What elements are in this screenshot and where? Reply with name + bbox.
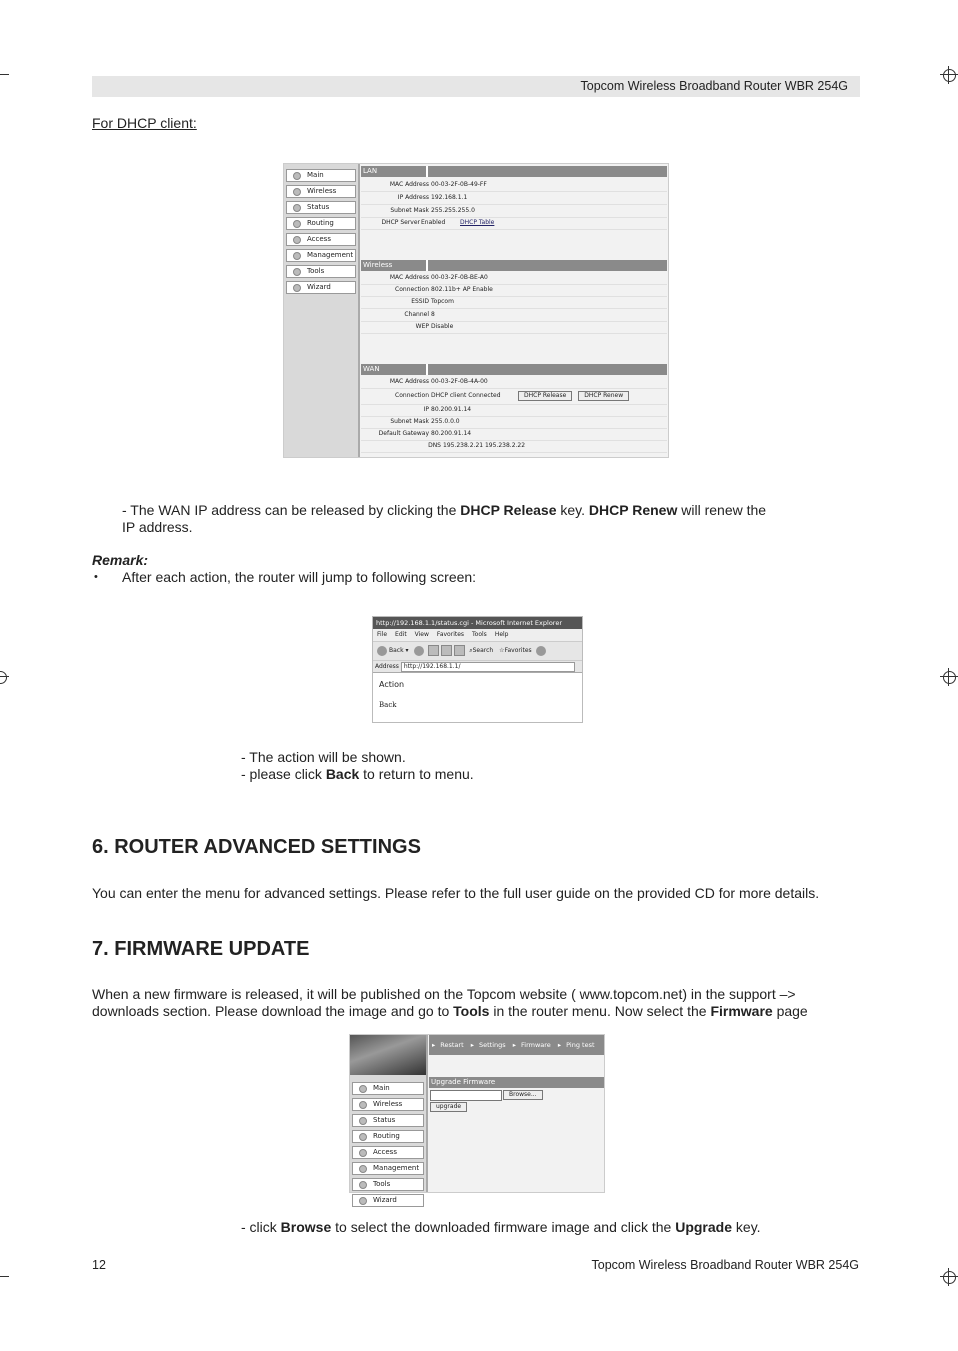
menu-tools[interactable]: Tools [472, 631, 487, 638]
wireless-row: MAC Address 00-03-2F-0B-BE-A0 [361, 272, 667, 285]
back-arrow-icon[interactable] [377, 646, 387, 656]
bullet-icon [293, 220, 301, 228]
router-status-screenshot [283, 163, 669, 458]
nav-firmware[interactable]: Firmware [521, 1041, 551, 1049]
menu-item-wizard[interactable]: Wizard [286, 281, 356, 294]
bullet-icon [293, 172, 301, 180]
nav-settings[interactable]: Settings [478, 1041, 506, 1049]
header-title: Topcom Wireless Broadband Router WBR 254G [580, 79, 848, 93]
menu-favorites[interactable]: Favorites [436, 631, 465, 638]
menu-item-wizard[interactable]: Wizard [352, 1194, 424, 1207]
remark-text: After each action, the router will jump to following screen: [122, 569, 477, 585]
action-shown-text: - The action will be shown. [241, 749, 406, 765]
bullet-icon [293, 204, 301, 212]
back-button[interactable]: Back [389, 647, 404, 654]
router-sidebar-menu [284, 164, 360, 457]
section-6-title: 6. ROUTER ADVANCED SETTINGS [92, 836, 421, 858]
search-icon[interactable]: ⌕ [469, 647, 473, 654]
home-icon[interactable] [454, 645, 465, 656]
address-input[interactable]: http://192.168.1.1/ [401, 662, 575, 672]
lan-row: IP Address 192.168.1.1 [361, 192, 667, 205]
favorites-button[interactable]: Favorites [504, 647, 532, 654]
section-6-text: You can enter the menu for advanced settings. Please refer to the full user guide on the provided CD for more details. [92, 885, 820, 901]
back-link[interactable]: Back [379, 701, 397, 709]
browser-title: http://192.168.1.1/status.cgi - Microsoft Internet Explorer [373, 617, 582, 629]
remark-title: Remark: [92, 552, 149, 568]
bullet-icon [359, 1117, 367, 1125]
bullet-icon [359, 1165, 367, 1173]
menu-item-main[interactable]: Main [286, 169, 356, 182]
wireless-row: Connection 802.11b+ AP Enable [361, 284, 667, 297]
firmware-screenshot [349, 1034, 605, 1204]
lan-row: DHCP Server Enabled DHCP Table [361, 217, 667, 230]
menu-item-routing[interactable]: Routing [352, 1130, 424, 1143]
bullet-icon [359, 1149, 367, 1157]
upgrade-button[interactable]: upgrade [430, 1102, 467, 1112]
nav-arrow-icon: ▸ [470, 1041, 474, 1049]
registration-mark-icon [940, 1268, 958, 1286]
search-button[interactable]: Search [472, 647, 494, 654]
menu-item-wireless[interactable]: Wireless [352, 1098, 424, 1111]
registration-mark-icon [940, 66, 958, 84]
wan-row: Subnet Mask 255.0.0.0 [361, 416, 667, 429]
page-number: 12 [92, 1258, 106, 1272]
wireless-row: ESSID Topcom [361, 296, 667, 309]
menu-item-access[interactable]: Access [286, 233, 356, 246]
wan-section-header: WAN [361, 364, 667, 375]
lan-row: Subnet Mask 255.255.255.0 [361, 205, 667, 218]
bullet-icon [293, 284, 301, 292]
nav-ping-test[interactable]: Ping test [566, 1041, 595, 1049]
bullet-icon [359, 1085, 367, 1093]
favorites-star-icon[interactable]: ☆ [499, 647, 505, 654]
browser-screenshot [372, 616, 583, 723]
address-label: Address [375, 663, 399, 670]
menu-file[interactable]: File [377, 631, 388, 638]
menu-item-management[interactable]: Management [286, 249, 356, 262]
lan-row: MAC Address 00-03-2F-0B-49-FF [361, 179, 667, 192]
wan-row: Connection DHCP client Connected DHCP Release DHCP Renew [361, 390, 667, 405]
registration-mark-icon [0, 66, 9, 84]
footer-title: Topcom Wireless Broadband Router WBR 254G [591, 1258, 859, 1272]
address-bar [373, 660, 582, 672]
menu-item-tools[interactable]: Tools [352, 1178, 424, 1191]
menu-item-management[interactable]: Management [352, 1162, 424, 1175]
wireless-row: WEP Disable [361, 321, 667, 334]
nav-restart[interactable]: Restart [440, 1041, 464, 1049]
dhcp-release-button[interactable]: DHCP Release [518, 391, 572, 401]
wan-row: Default Gateway 80.200.91.14 [361, 428, 667, 441]
nav-arrow-icon: ▸ [512, 1041, 516, 1049]
nav-arrow-icon: ▸ [432, 1041, 436, 1049]
firmware-file-input[interactable] [430, 1090, 502, 1101]
action-text: Action [379, 680, 405, 689]
section-7-title: 7. FIRMWARE UPDATE [92, 938, 310, 960]
stop-icon[interactable] [428, 645, 439, 656]
release-instruction-cont: IP address. [122, 519, 193, 535]
bullet-icon [359, 1181, 367, 1189]
browse-instruction: - click Browse to select the downloaded firmware image and click the Upgrade key. [241, 1219, 761, 1235]
menu-item-tools[interactable]: Tools [286, 265, 356, 278]
menu-item-status[interactable]: Status [352, 1114, 424, 1127]
browser-menu [373, 629, 582, 641]
browser-toolbar: Back ▾ ⌕Search ☆Favorites [373, 641, 582, 660]
router-sidebar-menu [350, 1035, 428, 1204]
dhcp-renew-button[interactable]: DHCP Renew [578, 391, 629, 401]
menu-item-access[interactable]: Access [352, 1146, 424, 1159]
bullet-icon [359, 1197, 367, 1205]
wan-row: DNS 195.238.2.21 195.238.2.22 [361, 440, 667, 453]
nav-arrow-icon: ▸ [557, 1041, 562, 1049]
menu-view[interactable]: View [414, 631, 429, 638]
menu-item-wireless[interactable]: Wireless [286, 185, 356, 198]
release-instruction: - The WAN IP address can be released by clicking the DHCP Release key. DHCP Renew will renew the [122, 502, 767, 518]
registration-mark-icon [940, 668, 958, 686]
click-back-text: - please click Back to return to menu. [241, 766, 474, 782]
wan-row: MAC Address 00-03-2F-0B-4A-00 [361, 376, 667, 389]
wireless-row: Channel 8 [361, 309, 667, 322]
dhcp-table-link[interactable]: DHCP Table [460, 219, 495, 226]
registration-mark-icon [0, 668, 9, 686]
browser-content [373, 672, 582, 723]
media-icon[interactable] [536, 646, 546, 656]
bullet-icon: • [94, 571, 98, 583]
bullet-icon [359, 1101, 367, 1109]
router-logo-image [350, 1035, 426, 1075]
browse-button[interactable]: Browse... [503, 1090, 543, 1100]
bullet-icon [293, 268, 301, 276]
registration-mark-icon [0, 1268, 9, 1286]
bullet-icon [293, 188, 301, 196]
section-7-text-1: When a new firmware is released, it will be published on the Topcom website ( www.topcom.net) in the support –> [92, 986, 796, 1002]
upgrade-firmware-header: Upgrade Firmware [429, 1077, 604, 1088]
menu-item-status[interactable]: Status [286, 201, 356, 214]
bullet-icon [293, 252, 301, 260]
menu-edit[interactable]: Edit [395, 631, 407, 638]
wan-row: IP 80.200.91.14 [361, 404, 667, 417]
lan-section-header: LAN [361, 166, 667, 177]
top-nav [429, 1035, 604, 1055]
wireless-section-header: Wireless [361, 260, 667, 271]
refresh-icon[interactable] [441, 645, 452, 656]
dhcp-client-heading: For DHCP client: [92, 115, 197, 131]
menu-item-routing[interactable]: Routing [286, 217, 356, 230]
menu-item-main[interactable]: Main [352, 1082, 424, 1095]
menu-help[interactable]: Help [494, 631, 509, 638]
bullet-icon [359, 1133, 367, 1141]
forward-arrow-icon[interactable] [414, 646, 424, 656]
bullet-icon [293, 236, 301, 244]
section-7-text-2: downloads section. Please download the image and go to Tools in the router menu. Now select the Firmware page [92, 1003, 808, 1019]
